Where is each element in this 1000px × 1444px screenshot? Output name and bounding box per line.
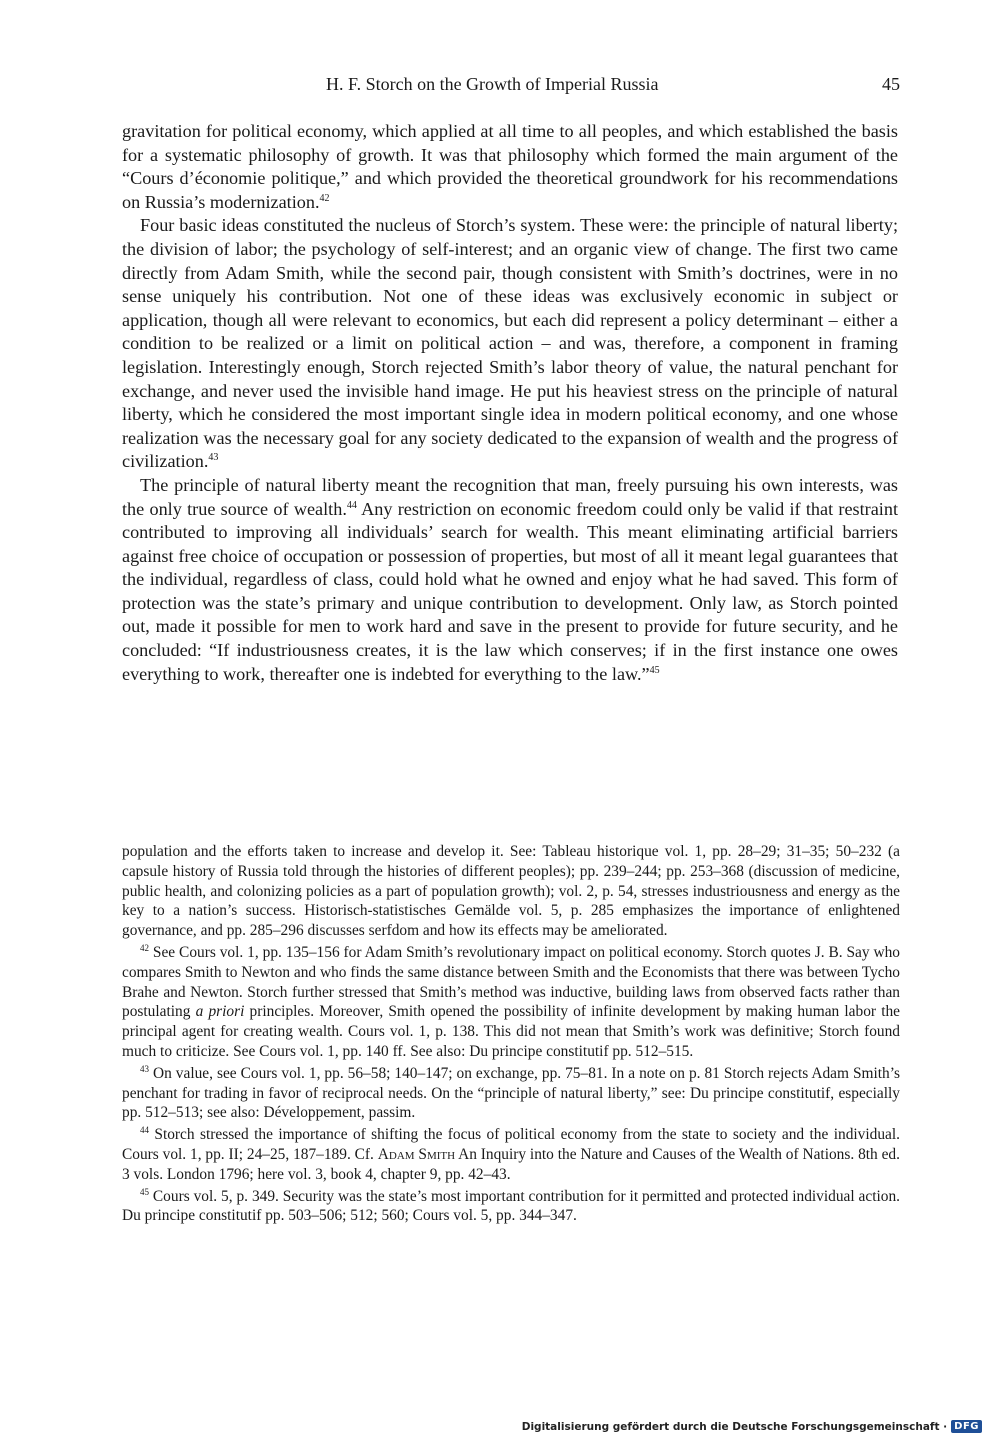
footnote-text: See Cours vol. 1, pp. 135–156 for Adam Smith’s revolutionary impact on political economy. Storch quotes J. B. Say who compares Smith to Newton and who finds the same distance between Smith and the Economists that there was between Tycho Brahe and Newton. Storch further stressed that Smith’s method was inductive, building laws from observed facts rather than postulating <box>122 943 900 1021</box>
footnote-text: On value, see Cours vol. 1, pp. 56–58; 140–147; on exchange, pp. 75–81. In a note on p. 81 Storch rejects Adam Smith’s penchant for trading in favor of reciprocal needs. On the “principle of natural liberty,” see: Du principe constitutif, especially pp. 512–513; see also: Développement, passim. <box>122 1064 900 1122</box>
footnote-text: An Inquiry into the Nature and Causes of the Wealth of Nations. 8th ed. 3 vols. London 1796; here vol. 3, book 4, chapter 9, pp. 42–43. <box>122 1145 900 1183</box>
footnote-ref: 43 <box>208 452 219 464</box>
paragraph-text: gravitation for political economy, which applied at all time to all peoples, and which established the basis for a systematic philosophy of growth. It was that philosophy which formed the main argument of the “Cours d’économie politique,” and which provided the theoretical groundwork for his recommendations on Russia’s modernization. <box>122 121 898 212</box>
footnote-number: 44 <box>140 1125 149 1136</box>
footnote-ref: 42 <box>319 192 330 204</box>
credit-text: Digitalisierung gefördert durch die Deutsche Forschungsgemeinschaft · <box>521 1420 948 1433</box>
paragraph <box>122 474 898 686</box>
footnote-italic: a priori <box>195 1003 245 1021</box>
paragraph-text: Four basic ideas constituted the nucleus of Storch’s system. These were: the principle of natural liberty; the division of labor; the psychology of self-interest; and an organic view of change. The first two came directly from Adam Smith, while the second pair, though consistent with Smith’s doctrines, were in no sense uniquely his contribution. Not one of these ideas was exclusively economic in subject or application, though all were relevant to economics, but each did represent a policy determinant – either a condition to be realized or a limit on political action – and was, therefore, a component in framing legislation. Interestingly enough, Storch rejected Smith’s labor theory of value, the natural penchant for exchange, and never used the invisible hand image. He put his heaviest stress on the principle of natural liberty, which he considered the most important single idea in modern political economy, and one whose realization was the necessary goal for any society dedicated to the expansion of wealth and the progress of civilization. <box>122 215 898 472</box>
footnote-ref: 45 <box>649 664 660 676</box>
footnote-number: 42 <box>140 942 149 953</box>
footnote-42 <box>122 943 900 1062</box>
page-number: 45 <box>882 74 900 94</box>
footnote-continuation: population and the efforts taken to increase and develop it. See: Tableau historique vol. 1, pp. 28–29; 31–35; 50–232 (a capsule history of Russia told through the histories of different peoples); pp. 239–244; pp. 253–368 (discussion of medicine, public health, and colonizing policies as a part of population growth); vol. 2, p. 54, stresses industriousness and energy as the key to a nation’s success. Historisch-statistisches Gemälde vol. 5, p. 285 emphasizes the importance of enlightened governance, and pp. 285–296 discusses serfdom and how its effects may be ameliorated. <box>122 843 900 940</box>
footnotes <box>122 842 900 1228</box>
running-title: H. F. Storch on the Growth of Imperial Russia <box>326 74 659 94</box>
author-name: Adam Smith <box>377 1145 456 1163</box>
paragraph-text: Any restriction on economic freedom could only be valid if that restraint contributed to improving all individuals’ search for wealth. This meant eliminating artificial barriers against free choice of occupation or possession of properties, but most of all it meant legal guarantees that the individual, regardless of class, could hold what he owned and enjoy what he had saved. This form of protection was the state’s primary and unique contribution to development. Only law, as Storch pointed out, made it possible for men to work hard and save in the present to provide for future security, and he concluded: “If industriousness creates, it is the law which conserves; if in the first instance one owes everything to work, thereafter one is indebted for everything to the law.” <box>122 498 898 684</box>
footnote-ref: 44 <box>346 499 357 511</box>
digitization-credit <box>522 1420 982 1433</box>
footnote-number: 45 <box>140 1186 149 1197</box>
footnote-number: 43 <box>140 1063 149 1074</box>
paragraph <box>122 214 898 474</box>
footnote-44 <box>122 1125 900 1184</box>
footnote-45 <box>122 1187 900 1227</box>
main-text <box>122 120 898 686</box>
footnote-43 <box>122 1064 900 1123</box>
paragraph <box>122 120 898 214</box>
dfg-logo: DFG <box>951 1420 982 1433</box>
footnote-text: Storch stressed the importance of shifting the focus of political economy from the state to society and the individual. Cours vol. 1, pp. II; 24–25, 187–189. Cf. <box>122 1126 900 1163</box>
footnote-text: Cours vol. 5, p. 349. Security was the state’s most important contribution for it permitted and protected individual action. Du principe constitutif pp. 503–506; 512; 560; Cours vol. 5, pp. 344–347. <box>122 1187 900 1225</box>
paragraph-text: The principle of natural liberty meant the recognition that man, freely pursuing his own interests, was the only true source of wealth. <box>122 474 898 519</box>
footnote-text: principles. Moreover, Smith opened the possibility of infinite development by making human labor the principal agent for creating wealth. Cours vol. 1, p. 138. This did not mean that Smith’s work was definitive; Storch found much to criticize. See Cours vol. 1, pp. 140 ff. See also: Du principe constitutif pp. 512–515. <box>122 1003 901 1060</box>
